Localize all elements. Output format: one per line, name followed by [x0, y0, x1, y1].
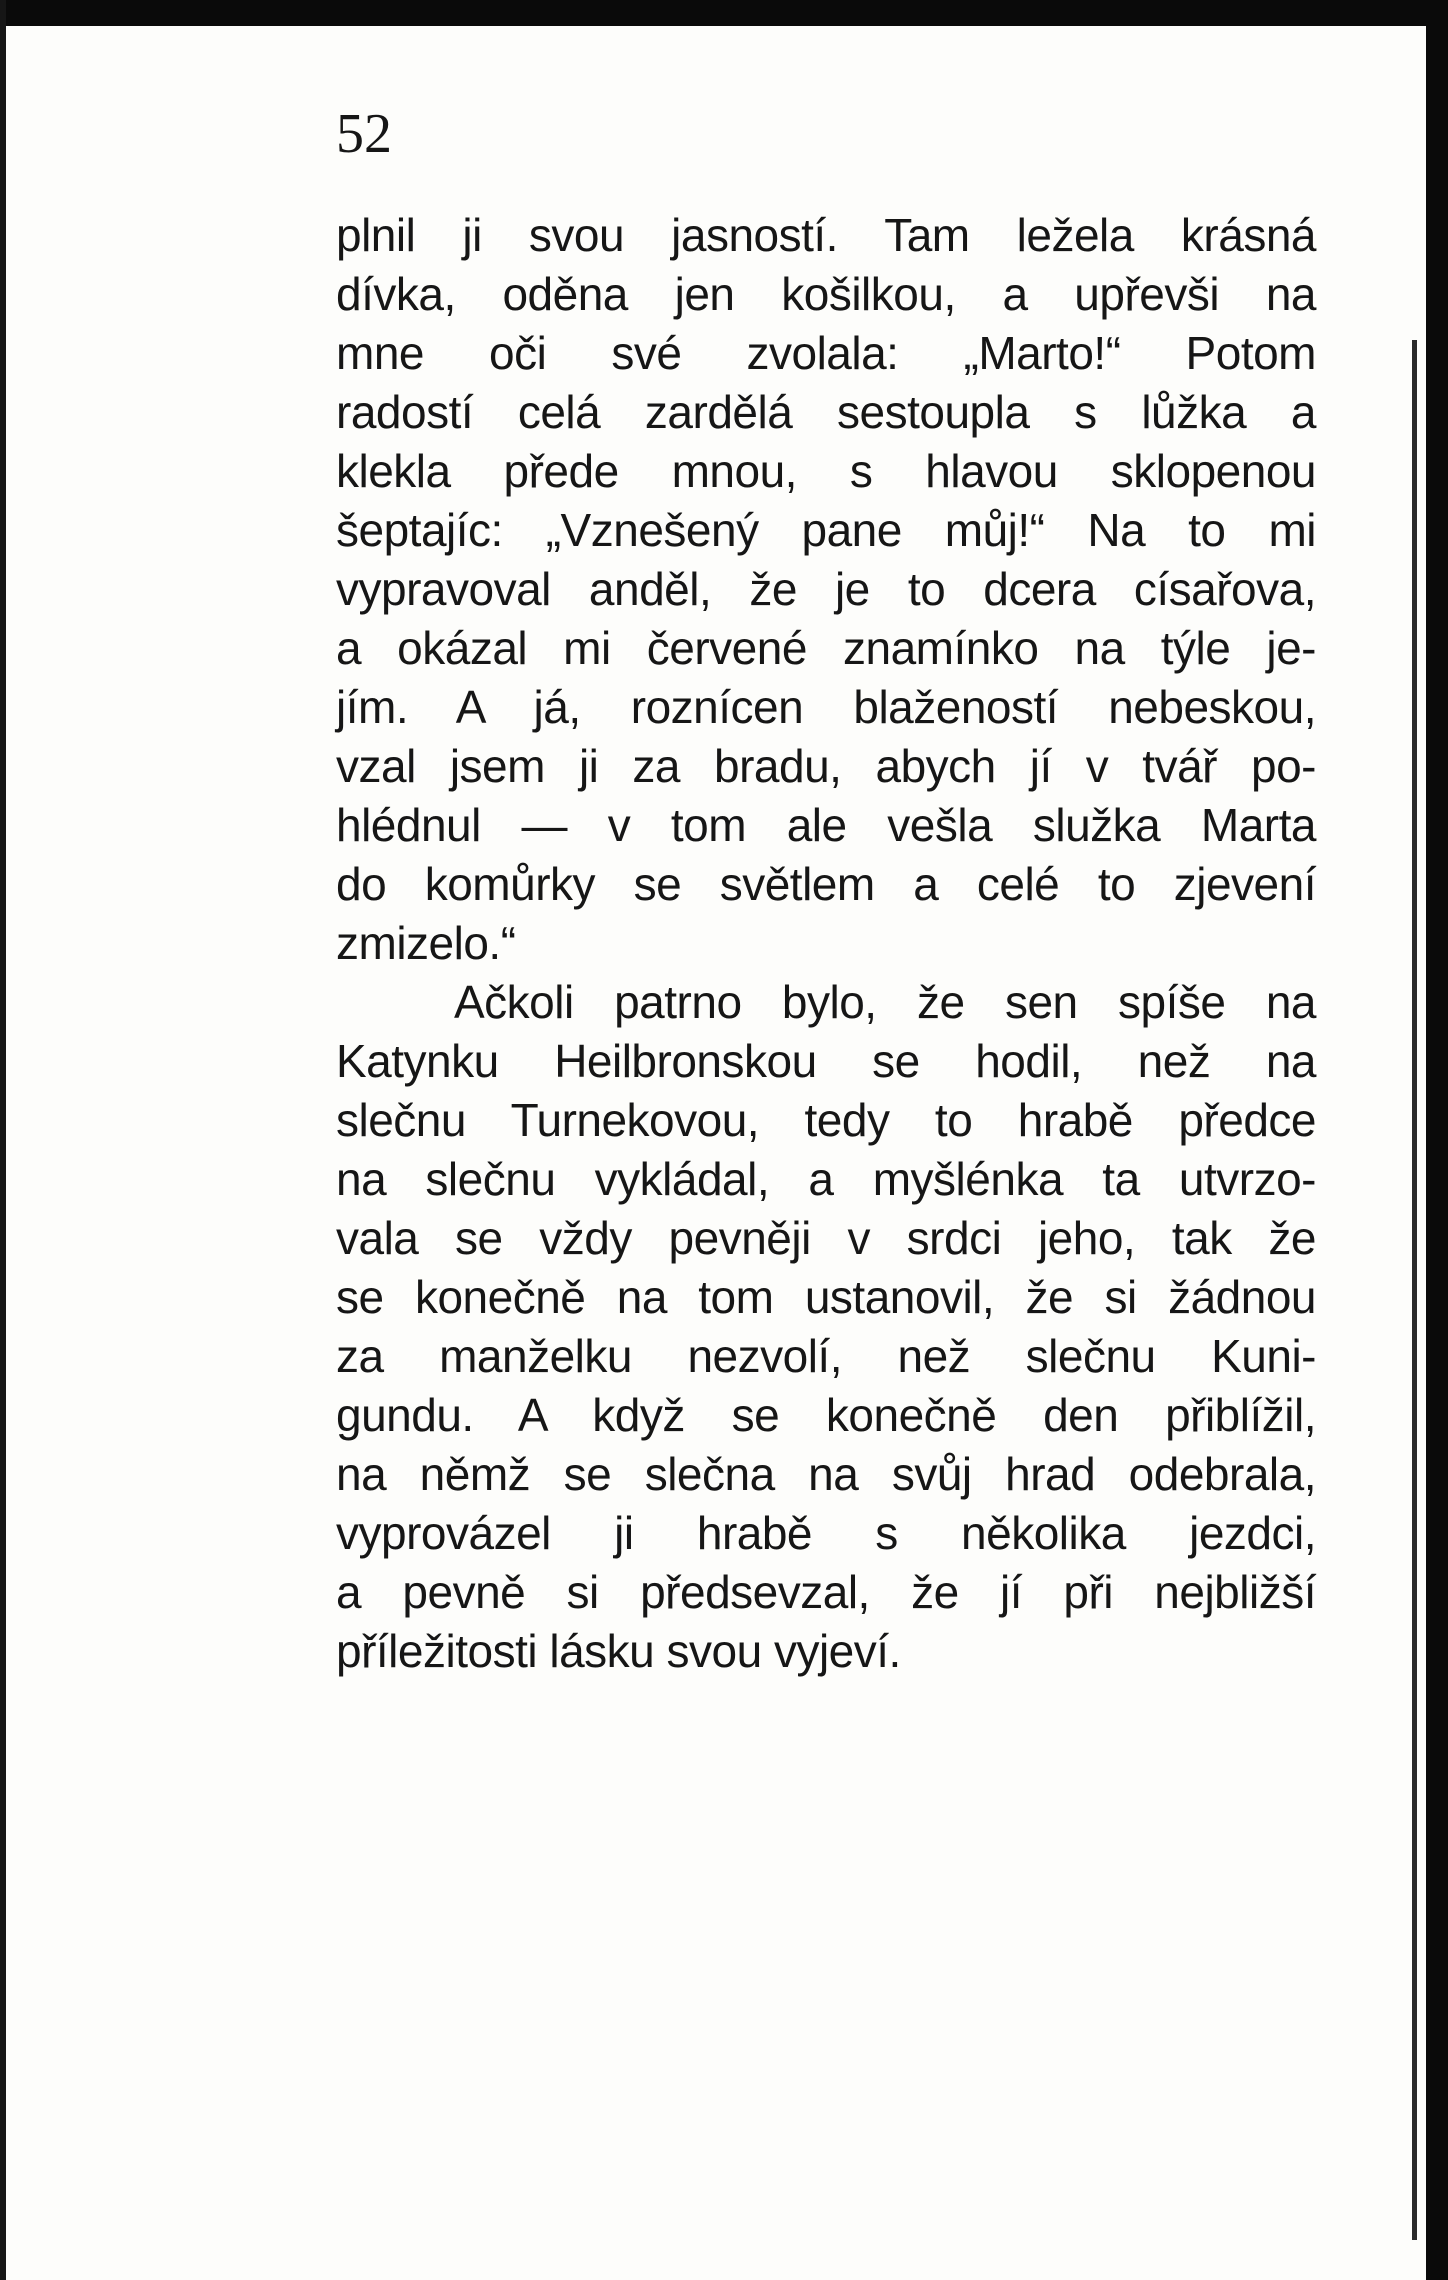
text-line: za manželku nezvolí, než slečnu Kuni- [336, 1330, 1316, 1382]
text-line: na slečnu vykládal, a myšlénka ta utvrzo- [336, 1153, 1316, 1205]
paragraph-end-line: zmizelo.“ [336, 917, 516, 969]
text-line: se konečně na tom ustanovil, že si žádnou [336, 1271, 1316, 1323]
text-line: Katynku Heilbronskou se hodil, než na [336, 1035, 1316, 1087]
text-line: dívka, oděna jen košilkou, a upřevši na [336, 268, 1316, 320]
text-line: radostí celá zardělá sestoupla s lůžka a [336, 386, 1316, 438]
text-line: do komůrky se světlem a celé to zjevení [336, 858, 1316, 910]
text-line: na němž se slečna na svůj hrad odebrala, [336, 1448, 1316, 1500]
body-text [336, 206, 1316, 1681]
text-line: vzal jsem ji za bradu, abych jí v tvář po- [336, 740, 1316, 792]
text-line: vala se vždy pevněji v srdci jeho, tak že [336, 1212, 1316, 1264]
scan-border-right [1426, 0, 1448, 2280]
paragraph-start-line: Ačkoli patrno bylo, že sen spíše na [454, 976, 1316, 1028]
text-line: jím. A já, roznícen blažeností nebeskou, [336, 681, 1316, 733]
text-line: vypravoval anděl, že je to dcera císařova, [336, 563, 1316, 615]
text-line: a okázal mi červené znamínko na týle je- [336, 622, 1316, 674]
page-edge-shadow [1412, 340, 1417, 2240]
text-line: gundu. A když se konečně den přiblížil, [336, 1389, 1316, 1441]
text-line: slečnu Turnekovou, tedy to hrabě předce [336, 1094, 1316, 1146]
text-line: vyprovázel ji hrabě s několika jezdci, [336, 1507, 1316, 1559]
paragraph-end-line: příležitosti lásku svou vyjeví. [336, 1625, 901, 1677]
text-line: hlédnul — v tom ale vešla služka Marta [336, 799, 1316, 851]
text-line: klekla přede mnou, s hlavou sklopenou [336, 445, 1316, 497]
text-line: šeptajíc: „Vznešený pane můj!“ Na to mi [336, 504, 1316, 556]
scan-border-top [0, 0, 1448, 26]
text-line: plnil ji svou jasností. Tam ležela krásná [336, 209, 1316, 261]
scan-border-left [0, 0, 6, 2280]
text-line: a pevně si předsevzal, že jí při nejbližší [336, 1566, 1316, 1618]
page-number: 52 [336, 103, 392, 165]
text-line: mne oči své zvolala: „Marto!“ Potom [336, 327, 1316, 379]
